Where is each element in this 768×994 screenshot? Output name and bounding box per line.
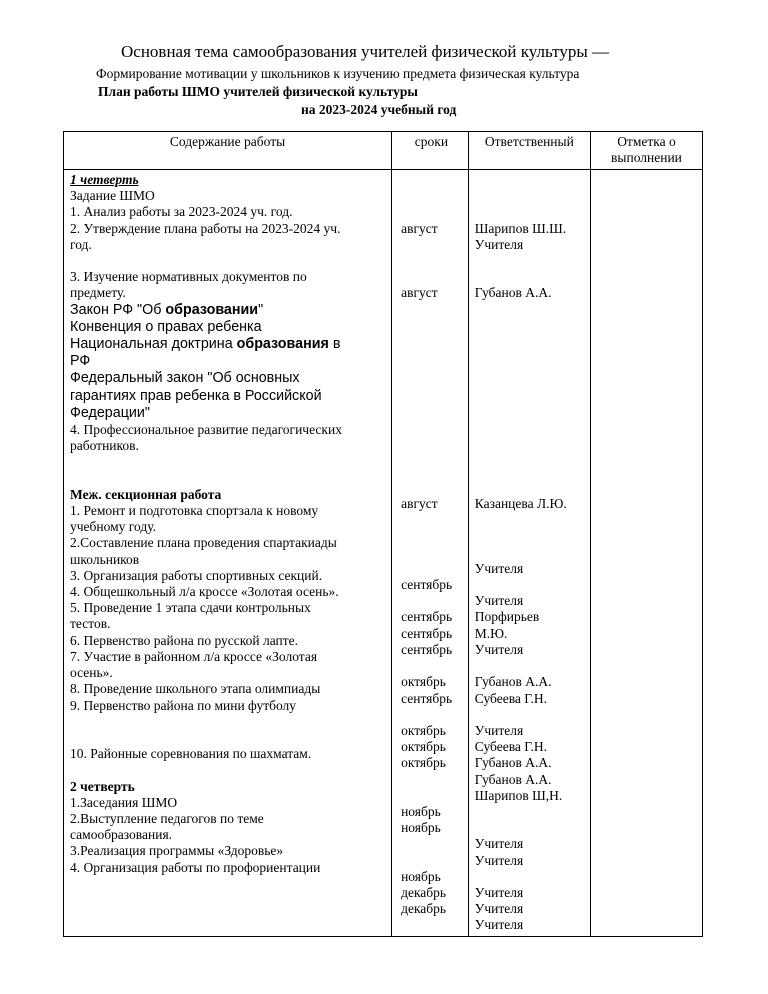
content-line: учебному году. — [70, 519, 156, 535]
content-line: 4. Организация работы по профориентации — [70, 859, 321, 875]
responsible-line: Субеева Г.Н. — [474, 690, 548, 706]
responsible-line — [475, 366, 584, 382]
content-line: школьников — [70, 551, 140, 567]
date-line — [401, 853, 462, 869]
content-line: работников. — [70, 438, 139, 454]
responsible-line: Учителя — [474, 836, 524, 852]
responsible-line: Учителя — [474, 641, 524, 657]
date-line: ноябрь — [401, 820, 441, 836]
responsible-cell — [468, 170, 590, 937]
date-line — [401, 431, 462, 447]
content-line: 4. Профессиональное развитие педагогических — [70, 422, 342, 438]
date-line: август — [401, 285, 438, 301]
date-line: ноябрь — [401, 868, 441, 884]
content-line: Задание ШМО — [70, 188, 155, 204]
responsible-line — [475, 447, 584, 463]
content-line — [70, 253, 385, 269]
date-line: октябрь — [401, 674, 446, 690]
content-line: 2.Составление плана проведения спартакиады — [70, 535, 337, 551]
responsible-line — [475, 658, 584, 674]
law-text: " — [258, 301, 264, 318]
law-text: Национальная доктрина — [70, 336, 237, 353]
date-line — [401, 253, 462, 269]
law-text-bold: образовании — [165, 301, 259, 318]
date-line — [401, 318, 462, 334]
responsible-line — [475, 464, 584, 480]
completion-mark-cell — [590, 170, 702, 937]
date-line — [401, 172, 462, 188]
date-line — [401, 204, 462, 220]
responsible-line: Учителя — [474, 852, 524, 868]
responsible-line — [475, 204, 584, 220]
responsible-line: Учителя — [474, 560, 524, 576]
responsible-line — [475, 172, 584, 188]
responsible-line — [475, 302, 584, 318]
date-line: октябрь — [401, 722, 446, 738]
responsible-line: Порфирьев — [474, 609, 540, 625]
date-line — [401, 658, 462, 674]
content-line — [70, 714, 385, 730]
content-line: предмету. — [70, 285, 126, 301]
responsible-line — [475, 528, 584, 544]
responsible-line — [475, 253, 584, 269]
date-line: сентябрь — [401, 690, 453, 706]
date-line — [401, 447, 462, 463]
date-line — [401, 269, 462, 285]
responsible-line — [475, 431, 584, 447]
responsible-line — [475, 188, 584, 204]
responsible-line — [475, 869, 584, 885]
responsible-line — [475, 334, 584, 350]
content-line: 3. Изучение нормативных документов по — [70, 269, 307, 285]
date-line — [401, 788, 462, 804]
responsible-line: Губанов А.А. — [474, 285, 552, 301]
responsible-line — [475, 269, 584, 285]
date-line — [401, 707, 462, 723]
law-text: Закон РФ "Об — [70, 301, 166, 318]
date-line: август — [401, 496, 438, 512]
responsible-line — [475, 350, 584, 366]
law-document-line — [70, 388, 385, 405]
responsible-line: Губанов А.А. — [474, 755, 552, 771]
date-line — [401, 561, 462, 577]
content-line: 1.Заседания ШМО — [70, 794, 178, 810]
content-line: 3. Организация работы спортивных секций. — [70, 567, 323, 583]
responsible-line — [475, 545, 584, 561]
content-line: 6. Первенство района по русской лапте. — [70, 632, 299, 648]
law-text: РФ — [70, 353, 91, 370]
content-line: 5. Проведение 1 этапа сдачи контрольных — [70, 600, 311, 616]
main-theme-title: Основная тема самообразования учителей физической культуры — — [121, 42, 610, 61]
responsible-line — [475, 383, 584, 399]
date-line — [401, 366, 462, 382]
content-line: год. — [70, 236, 92, 252]
law-text: Конвенция о правах ребенка — [70, 318, 262, 335]
date-line — [401, 334, 462, 350]
date-line: ноябрь — [401, 803, 441, 819]
responsible-line: Учителя — [474, 917, 524, 933]
work-plan-table — [63, 131, 703, 937]
content-line — [70, 471, 385, 487]
responsible-line: Губанов А.А. — [474, 674, 552, 690]
responsible-line: Учителя — [474, 236, 524, 252]
date-line — [401, 545, 462, 561]
content-line: самообразования. — [70, 827, 173, 843]
responsible-line — [475, 577, 584, 593]
content-line: 1. Ремонт и подготовка спортзала к новому — [70, 503, 319, 519]
responsible-line — [475, 820, 584, 836]
content-line: осень». — [70, 665, 113, 681]
dates-cell — [392, 170, 469, 937]
date-line — [401, 399, 462, 415]
content-line: 10. Районные соревнования по шахматам. — [70, 746, 312, 762]
responsible-line: Губанов А.А. — [474, 771, 552, 787]
content-line: 2. Утверждение плана работы на 2023-2024 уч. — [70, 220, 341, 236]
responsible-line: Шарипов Ш,Н. — [474, 787, 563, 803]
table-row — [64, 170, 703, 937]
responsible-line: Шарипов Ш.Ш. — [474, 220, 567, 236]
content-line: 7. Участие в районном л/а кроссе «Золотая — [70, 648, 318, 664]
law-text: в — [328, 336, 341, 353]
law-document-line — [70, 353, 385, 370]
law-text: гарантиях прав ребенка в Российской — [70, 387, 322, 404]
law-text: Федерации" — [70, 404, 150, 421]
responsible-line — [475, 512, 584, 528]
date-line — [401, 772, 462, 788]
content-cell — [64, 170, 392, 937]
col-header-content: Содержание работы — [64, 132, 392, 170]
plan-title: План работы ШМО учителей физической культуры — [98, 84, 418, 99]
law-document-line — [70, 405, 385, 422]
law-document-line — [70, 319, 385, 336]
date-line — [401, 480, 462, 496]
date-line: сентябрь — [401, 625, 453, 641]
date-line — [401, 383, 462, 399]
col-header-dates: сроки — [392, 132, 469, 170]
law-text-bold: образования — [236, 336, 329, 353]
responsible-line: Учителя — [474, 884, 524, 900]
date-line — [401, 836, 462, 852]
responsible-line — [475, 399, 584, 415]
date-line — [401, 464, 462, 480]
date-line — [401, 302, 462, 318]
law-document-line — [70, 336, 385, 353]
responsible-line: Субеева Г.Н. — [474, 739, 548, 755]
date-line — [401, 350, 462, 366]
date-line: сентябрь — [401, 609, 453, 625]
plan-year: на 2023-2024 учебный год — [301, 102, 457, 117]
date-line: декабрь — [401, 884, 447, 900]
responsible-line: М.Ю. — [474, 625, 508, 641]
responsible-line — [475, 480, 584, 496]
content-line: 2 четверть — [70, 778, 135, 794]
content-line: 3.Реализация программы «Здоровье» — [70, 843, 284, 859]
date-line — [401, 512, 462, 528]
date-line: декабрь — [401, 901, 447, 917]
responsible-line — [475, 318, 584, 334]
content-line: 8. Проведение школьного этапа олимпиады — [70, 681, 321, 697]
date-line — [401, 593, 462, 609]
content-line: 1. Анализ работы за 2023-2024 уч. год. — [70, 204, 293, 220]
responsible-line: Учителя — [474, 722, 524, 738]
date-line — [401, 415, 462, 431]
table-header-row — [64, 132, 703, 170]
date-line: октябрь — [401, 755, 446, 771]
content-line: 4. Общешкольный л/а кроссе «Золотая осень». — [70, 584, 339, 600]
date-line — [401, 237, 462, 253]
law-document-line — [70, 370, 385, 387]
law-document-line — [70, 302, 385, 319]
content-line: Меж. секционная работа — [70, 486, 222, 502]
content-line: 1 четверть — [70, 172, 139, 187]
main-theme-subtitle: Формирование мотивации у школьников к изучению предмета физическая культура — [96, 66, 580, 81]
date-line: октябрь — [401, 739, 446, 755]
content-line: тестов. — [70, 616, 111, 632]
content-line — [70, 454, 385, 470]
responsible-line — [475, 804, 584, 820]
content-line: 9. Первенство района по мини футболу — [70, 697, 297, 713]
content-line — [70, 730, 385, 746]
date-line: август — [401, 220, 438, 236]
responsible-line: Учителя — [474, 901, 524, 917]
col-header-completion-mark: Отметка о выполнении — [590, 132, 702, 170]
responsible-line — [475, 707, 584, 723]
col-header-responsible: Ответственный — [468, 132, 590, 170]
content-line: 2.Выступление педагогов по теме — [70, 810, 264, 826]
date-line: сентябрь — [401, 577, 453, 593]
responsible-line — [475, 415, 584, 431]
date-line — [401, 188, 462, 204]
responsible-line: Учителя — [474, 593, 524, 609]
law-text: Федеральный закон "Об основных — [70, 370, 300, 387]
date-line: сентябрь — [401, 641, 453, 657]
content-line — [70, 762, 385, 778]
responsible-line: Казанцева Л.Ю. — [474, 496, 567, 512]
date-line — [401, 528, 462, 544]
